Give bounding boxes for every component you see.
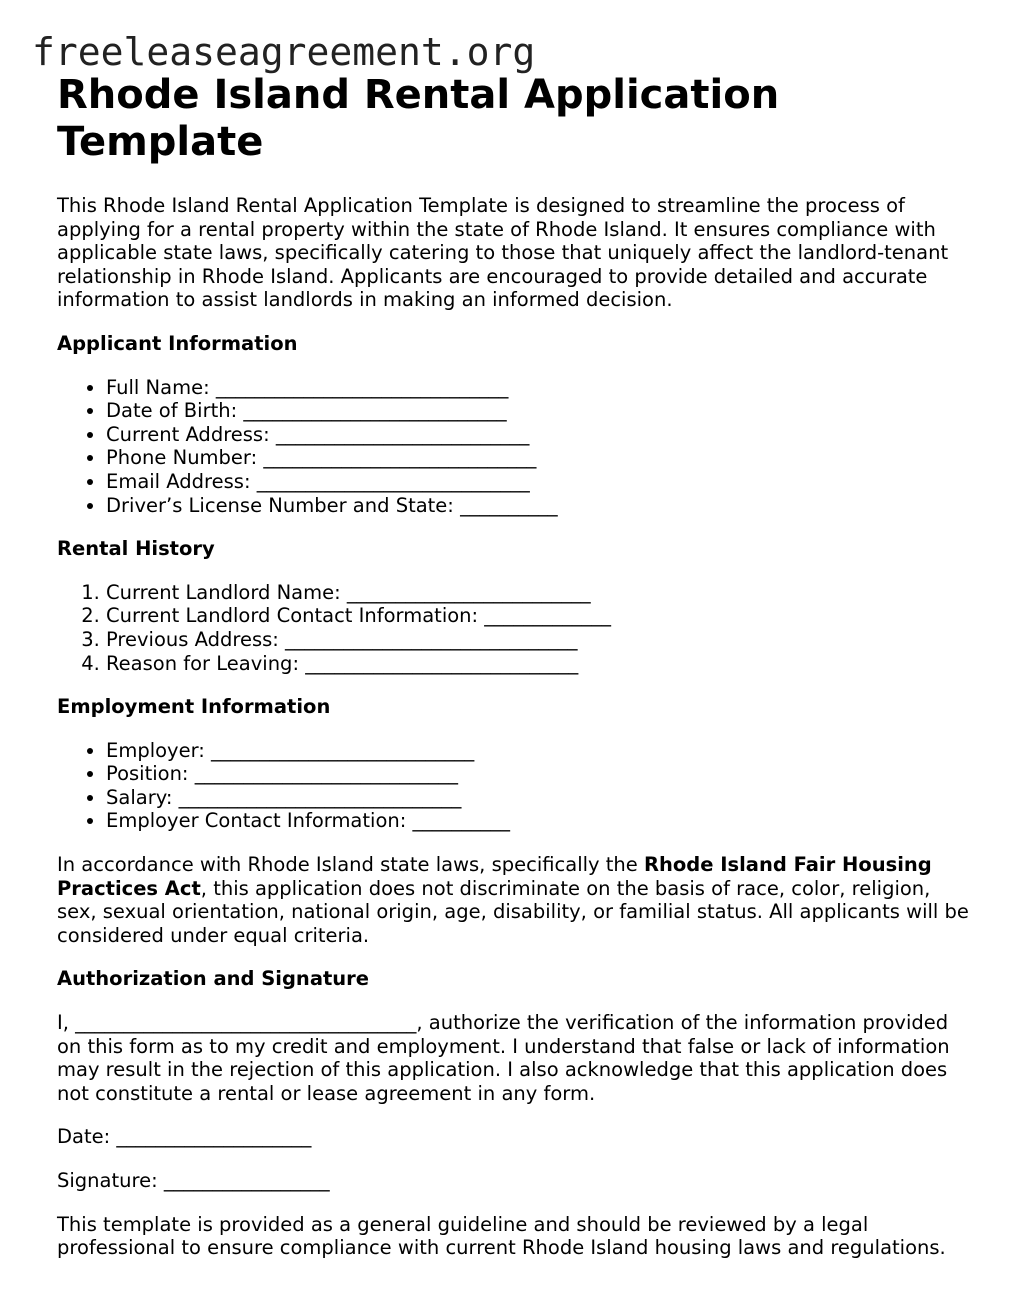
authorization-statement: I, ___________________________________, authorize the verification of the information provided on this form as to my credit and employment. I understand that false or lack of information may result in the rejection of this application. I also acknowledge that this application does not constitute a rental or lease agreement in any form.	[57, 1011, 950, 1105]
applicant-info-heading: Applicant Information	[57, 331, 298, 355]
list-item-date-of-birth: • Date of Birth: ___________________________	[106, 399, 972, 423]
list-item-drivers-license: • Driver’s License Number and State: __________	[106, 494, 972, 518]
list-item-salary: • Salary: _____________________________	[106, 786, 972, 810]
rental-history-list	[57, 581, 972, 675]
date-line: Date: ____________________	[57, 1125, 312, 1149]
list-item-phone-number: • Phone Number: ____________________________	[106, 446, 972, 470]
list-item-current-address: • Current Address: __________________________	[106, 423, 972, 447]
fair-housing-text-after: , this application does not discriminate on the basis of race, color, religion, sex, sexual orientation, national origin, age, disability, or familial status. All applicants will be considered under equal criteria.	[57, 876, 969, 947]
list-item-email-address: • Email Address: ____________________________	[106, 470, 972, 494]
list-item-employer-contact: • Employer Contact Information: __________	[106, 809, 972, 833]
list-item-current-landlord-name: 1. Current Landlord Name: _________________________	[106, 581, 972, 605]
page-title: Rhode Island Rental Application Template	[57, 72, 780, 165]
list-item-reason-for-leaving: 4. Reason for Leaving: ____________________________	[106, 652, 972, 676]
document-body	[57, 72, 972, 1260]
employment-info-heading: Employment Information	[57, 695, 331, 719]
fair-housing-paragraph	[57, 853, 972, 947]
site-watermark: freeleaseagreement.org	[32, 30, 536, 74]
list-item-position: • Position: ___________________________	[106, 762, 972, 786]
list-item-previous-address: 3. Previous Address: ______________________________	[106, 628, 972, 652]
authorization-heading: Authorization and Signature	[57, 967, 370, 991]
list-item-full-name: • Full Name: ______________________________	[106, 376, 972, 400]
fair-housing-act-name: Rhode Island Fair Housing Practices Act	[57, 853, 932, 900]
signature-line: Signature: _________________	[57, 1169, 330, 1192]
fair-housing-text-before: In accordance with Rhode Island state laws, specifically the	[57, 853, 644, 877]
list-item-employer: • Employer: ___________________________	[106, 739, 972, 763]
applicant-info-list	[57, 376, 972, 518]
list-item-landlord-contact: 2. Current Landlord Contact Information: _____________	[106, 604, 972, 628]
intro-paragraph: This Rhode Island Rental Application Template is designed to streamline the process of applying for a rental property within the state of Rhode Island. It ensures compliance with applicable state laws, specifically catering to those that uniquely affect the landlord-tenant relationship in Rhode Island. Applicants are encouraged to provide detailed and accurate information to assist landlords in making an informed decision.	[57, 194, 949, 312]
employment-info-list	[57, 739, 972, 833]
disclaimer-paragraph: This template is provided as a general guideline and should be reviewed by a legal professional to ensure compliance with current Rhode Island housing laws and regulations.	[57, 1212, 946, 1260]
rental-history-heading: Rental History	[57, 537, 215, 561]
